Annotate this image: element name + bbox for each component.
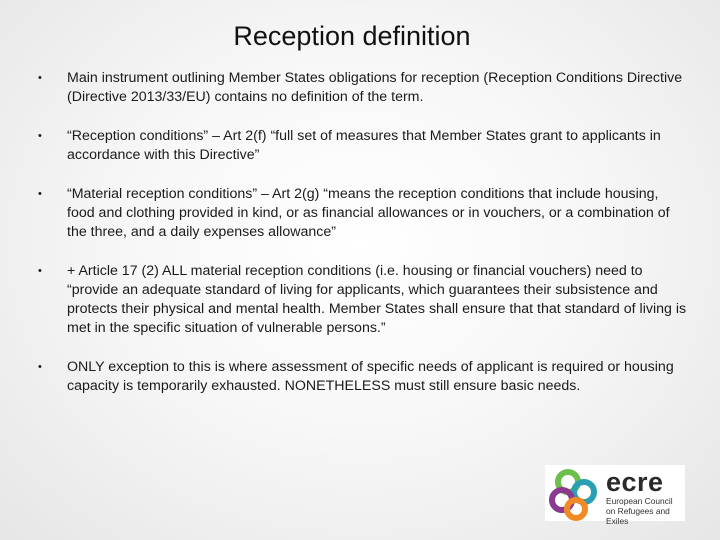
bullet-item	[38, 185, 688, 242]
bullet-dot-icon: •	[38, 72, 42, 84]
ecre-logo-mark-icon	[545, 465, 605, 521]
bullet-text: Main instrument outlining Member States obligations for reception (Reception Conditions Directive (Directive 2013/33/EU) contains no definition of the term.	[67, 70, 683, 105]
bullet-dot-icon: •	[38, 130, 42, 142]
bullet-dot-icon: •	[38, 188, 42, 200]
bullet-text: + Article 17 (2) ALL material reception conditions (i.e. housing or financial vouchers) need to “provide an adequate standard of living for applicants, which guarantees their subsistence and protects their physical and mental health. Member States shall ensure that that standard of living is met in the specific situation of vulnerable persons.”	[67, 263, 687, 336]
bullet-dot-icon: •	[38, 361, 42, 373]
bullet-item	[38, 358, 688, 396]
slide-title: Reception definition	[233, 21, 471, 51]
bullet-text: “Reception conditions” – Art 2(f) “full set of measures that Member States grant to applicants in accordance with this Directive”	[67, 128, 661, 163]
bullet-text: “Material reception conditions” – Art 2(g) “means the reception conditions that include housing, food and clothing provided in kind, or as financial allowances or in vouchers, or a combination of the three, and a daily expenses allowance”	[67, 186, 670, 240]
logo-ring-orange	[567, 500, 585, 518]
ecre-logo	[545, 465, 685, 526]
bullet-item	[38, 262, 688, 338]
logo-subtitle: European Council on Refugees and Exiles	[606, 496, 673, 526]
bullet-item	[38, 127, 688, 165]
bullet-list	[38, 69, 688, 416]
logo-wordmark: ecre	[606, 467, 664, 497]
bullet-dot-icon: •	[38, 265, 42, 277]
bullet-text: ONLY exception to this is where assessment of specific needs of applicant is required or housing capacity is temporarily exhausted. NONETHELESS must still ensure basic needs.	[67, 359, 674, 394]
bullet-item	[38, 69, 688, 107]
